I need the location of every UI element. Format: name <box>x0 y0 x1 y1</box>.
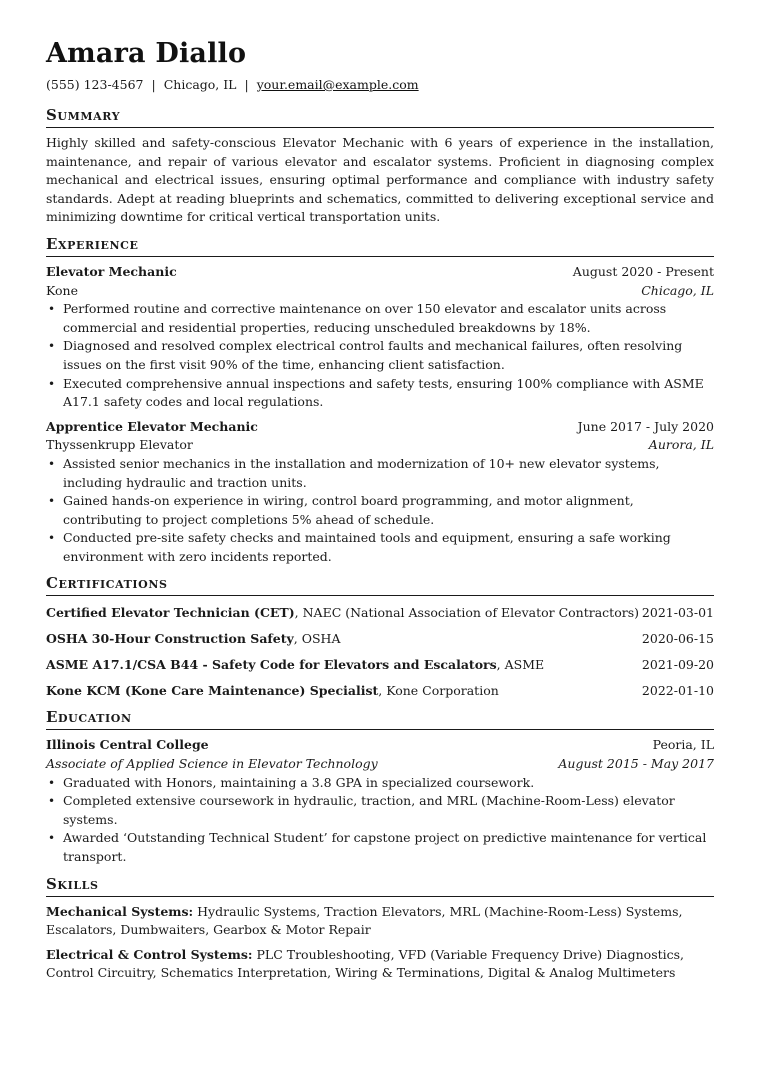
company-name: Thyssenkrupp Elevator <box>46 437 193 453</box>
certification-date: 2021-09-20 <box>641 657 714 673</box>
contact-line <box>46 76 714 94</box>
job-bullets <box>46 300 714 412</box>
job-title-row <box>46 263 714 282</box>
skill-category: Electrical & Control Systems: <box>46 946 253 962</box>
bullet-item: • Assisted senior mechanics in the installation and modernization of 10+ new elevator systems, including hydraulic and traction units. <box>63 455 714 492</box>
bullet-item: • Gained hands-on experience in wiring, control board programming, and motor alignment, contributing to project completions 5% ahead of schedule. <box>63 492 714 529</box>
skill-items: Hydraulic Systems, Traction Elevators, MRL (Machine-Room-Less) Systems, Escalators, Dumbwaiters, Gearbox & Motor Repair <box>46 903 683 938</box>
email-link[interactable]: your.email@example.com <box>256 77 419 92</box>
degree-name: Associate of Applied Science in Elevator Technology <box>46 756 378 772</box>
job-location: Chicago, IL <box>641 282 714 298</box>
certification-issuer: , NAEC (National Association of Elevator Contractors) <box>294 605 639 621</box>
school-name: Illinois Central College <box>46 737 209 753</box>
skill-items: PLC Troubleshooting, VFD (Variable Frequency Drive) Diagnostics, Control Circuitry, Schematics Interpretation, Wiring & Terminations, Digital & Analog Multimeters <box>46 946 685 981</box>
section-heading-education: Education <box>46 708 714 730</box>
experience-entry <box>46 263 714 412</box>
job-location: Aurora, IL <box>648 437 714 453</box>
experience-entry <box>46 418 714 567</box>
certification-date: 2020-06-15 <box>641 631 714 647</box>
candidate-name: Amara Diallo <box>46 38 247 69</box>
bullet-item: • Performed routine and corrective maintenance on over 150 elevator and escalator units across commercial and residential properties, reducing unscheduled breakdowns by 18%. <box>63 300 714 337</box>
certification-issuer: , OSHA <box>293 631 341 647</box>
certification-issuer: , ASME <box>496 657 545 673</box>
degree-row <box>46 755 714 774</box>
certification-issuer: , Kone Corporation <box>378 683 499 699</box>
job-title: Elevator Mechanic <box>46 263 177 279</box>
job-dates: June 2017 - July 2020 <box>577 418 714 434</box>
school-location: Peoria, IL <box>652 737 714 753</box>
bullet-item: • Conducted pre-site safety checks and maintained tools and equipment, ensuring a safe working environment with zero incidents reported. <box>63 529 714 566</box>
skill-category: Mechanical Systems: <box>46 903 194 919</box>
bullet-item: • Completed extensive coursework in hydraulic, traction, and MRL (Machine-Room-Less) elevator systems. <box>63 792 714 829</box>
certification-row <box>46 682 714 700</box>
certification-row <box>46 656 714 674</box>
bullet-item: • Awarded ‘Outstanding Technical Student’ for capstone project on predictive maintenance for vertical transport. <box>63 829 714 866</box>
company-row <box>46 282 714 301</box>
certification-row <box>46 630 714 648</box>
education-dates: August 2015 - May 2017 <box>558 756 714 772</box>
section-heading-experience: Experience <box>46 235 714 257</box>
education-entry <box>46 736 714 866</box>
school-row <box>46 736 714 755</box>
bullet-item: • Diagnosed and resolved complex electrical control faults and mechanical failures, often resolving issues on the first visit 90% of the time, enhancing client satisfaction. <box>63 337 714 374</box>
section-heading-certifications: Certifications <box>46 574 714 596</box>
company-name: Kone <box>46 282 78 298</box>
education-bullets <box>46 774 714 867</box>
summary-text: Highly skilled and safety-conscious Elevator Mechanic with 6 years of experience in the installation, maintenance, and repair of various elevator and escalator systems. Proficient in diagnosing complex mechanical and electrical issues, ensuring optimal performance and compliance with industry safety standards. Adept at reading blueprints and schematics, committed to delivering exceptional service and minimizing downtime for critical vertical transportation units. <box>46 135 714 225</box>
job-dates: August 2020 - Present <box>572 263 714 279</box>
certification-name: OSHA 30-Hour Construction Safety <box>46 631 294 647</box>
contact-separator: | <box>244 77 249 92</box>
certification-date: 2021-03-01 <box>641 605 714 621</box>
company-row <box>46 436 714 455</box>
contact-separator: | <box>151 77 156 92</box>
certification-row <box>46 604 714 622</box>
certification-name: ASME A17.1/CSA B44 - Safety Code for Elevators and Escalators <box>46 657 497 673</box>
skill-group <box>46 903 714 940</box>
job-bullets <box>46 455 714 567</box>
section-heading-summary: Summary <box>46 106 714 128</box>
resume-page <box>46 38 714 983</box>
certification-name: Certified Elevator Technician (CET) <box>46 605 295 621</box>
phone-number: (555) 123-4567 <box>46 77 144 92</box>
job-title-row <box>46 418 714 437</box>
bullet-item: • Graduated with Honors, maintaining a 3.8 GPA in specialized coursework. <box>63 774 714 793</box>
job-title: Apprentice Elevator Mechanic <box>46 418 258 434</box>
certification-name: Kone KCM (Kone Care Maintenance) Specialist <box>46 683 379 699</box>
bullet-item: • Executed comprehensive annual inspections and safety tests, ensuring 100% compliance with ASME A17.1 safety codes and local regulations. <box>63 375 714 412</box>
location: Chicago, IL <box>163 77 237 92</box>
certification-date: 2022-01-10 <box>641 683 714 699</box>
skill-group <box>46 946 714 983</box>
section-heading-skills: Skills <box>46 875 714 897</box>
